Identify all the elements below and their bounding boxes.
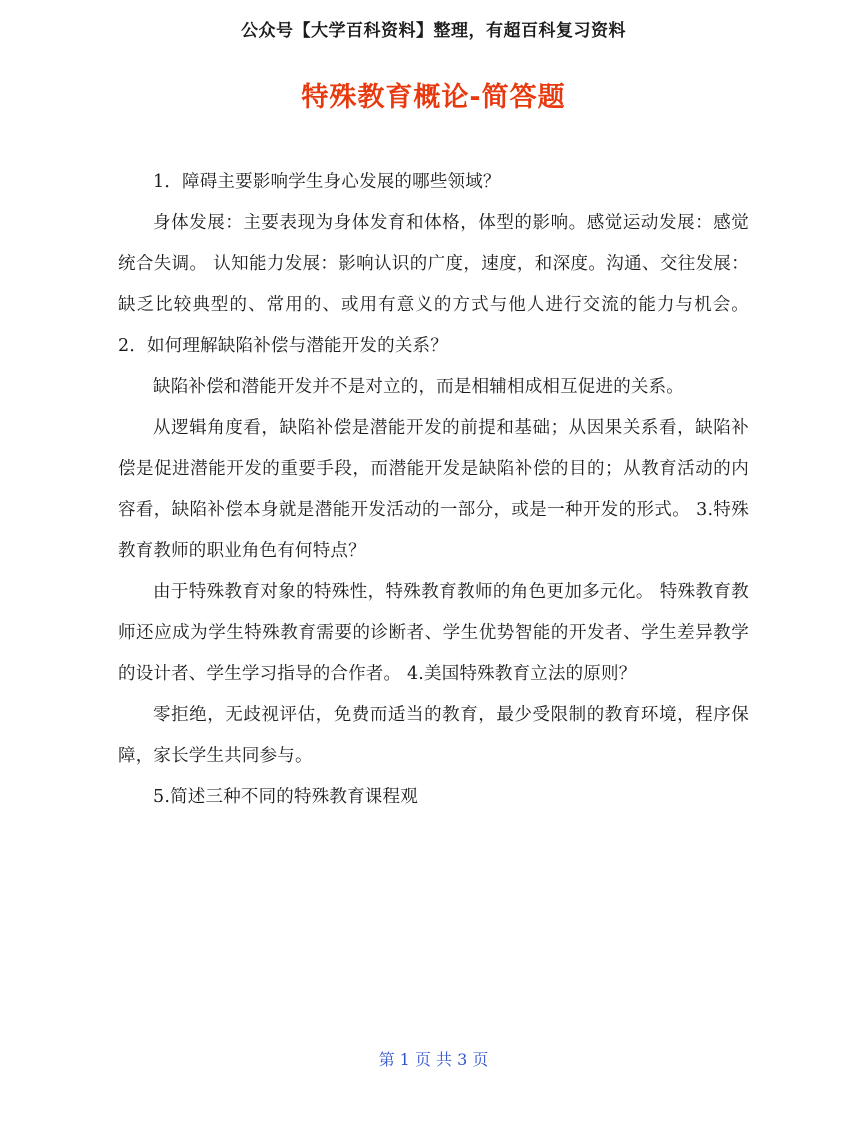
paragraph: 从逻辑角度看，缺陷补偿是潜能开发的前提和基础；从因果关系看，缺陷补偿是促进潜能开发的重要手段，而潜能开发是缺陷补偿的目的；从教育活动的内容看，缺陷补偿本身就是潜能开发活动的一部分，或是一种开发的形式。 3.特殊教育教师的职业角色有何特点？ — [118, 418, 749, 561]
paragraph: 身体发展：主要表现为身体发育和体格，体型的影响。感觉运动发展：感觉统合失调。 认知能力发展：影响认识的广度，速度，和深度。沟通、交往发展：缺乏比较典型的、常用的、或用有意义的方式与他人进行交流的能力与机会。 2．如何理解缺陷补偿与潜能开发的关系？ — [118, 213, 749, 356]
paragraph: 由于特殊教育对象的特殊性，特殊教育教师的角色更加多元化。 特殊教育教师还应成为学生特殊教育需要的诊断者、学生优势智能的开发者、学生差异教学的设计者、学生学习指导的合作者。 4.美国特殊教育立法的原则？ — [118, 582, 749, 684]
paragraph: 1．障碍主要影响学生身心发展的哪些领域？ — [153, 172, 501, 192]
footer-total-pages: 3 — [457, 1050, 468, 1069]
document-body — [0, 162, 867, 818]
footer-current-page: 1 — [399, 1050, 410, 1069]
footer-middle: 页 共 — [414, 1050, 453, 1069]
page-footer — [0, 1047, 867, 1070]
page-title: 特殊教育概论-简答题 — [301, 82, 566, 113]
page-header-note: 公众号【大学百科资料】整理，有超百科复习资料 — [241, 21, 626, 41]
paragraph: 缺陷补偿和潜能开发并不是对立的，而是相辅相成相互促进的关系。 — [153, 377, 684, 397]
paragraph: 5.简述三种不同的特殊教育课程观 — [153, 787, 418, 807]
footer-suffix: 页 — [472, 1050, 489, 1069]
paragraph: 零拒绝，无歧视评估，免费而适当的教育，最少受限制的教育环境，程序保障，家长学生共同参与。 — [118, 705, 749, 766]
footer-prefix: 第 — [378, 1050, 395, 1069]
